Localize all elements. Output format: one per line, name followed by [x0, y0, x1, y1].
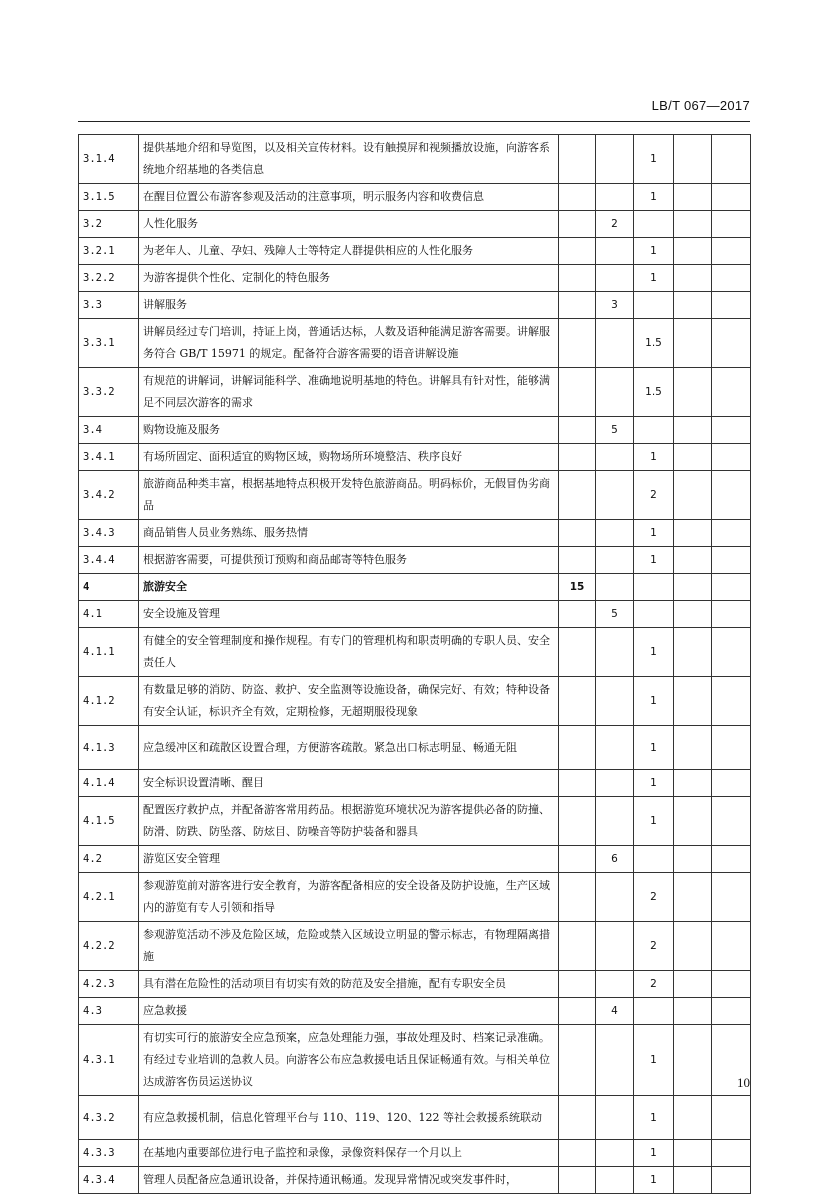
row-id: 3.4.4	[79, 547, 139, 574]
table-row	[79, 998, 751, 1025]
score-cell-2	[596, 1025, 634, 1096]
table-row	[79, 184, 751, 211]
score-cell-1	[559, 1140, 596, 1167]
header-rule	[78, 121, 750, 122]
score-cell-2	[596, 677, 634, 726]
row-id: 4.3.3	[79, 1140, 139, 1167]
score-cell-1	[559, 211, 596, 238]
score-cell-3: 1	[634, 184, 674, 211]
table-row	[79, 471, 751, 520]
score-cell-4	[674, 471, 712, 520]
score-cell-4	[674, 547, 712, 574]
score-cell-5	[712, 319, 751, 368]
score-cell-3: 1	[634, 797, 674, 846]
score-cell-5	[712, 547, 751, 574]
score-cell-4	[674, 846, 712, 873]
table-row	[79, 601, 751, 628]
score-cell-2	[596, 184, 634, 211]
score-cell-5	[712, 238, 751, 265]
score-cell-3: 1	[634, 520, 674, 547]
score-cell-3: 1	[634, 238, 674, 265]
row-requirement: 有应急救援机制，信息化管理平台与 110、119、120、122 等社会救援系统联动	[139, 1096, 559, 1140]
score-cell-4	[674, 998, 712, 1025]
score-cell-4	[674, 1140, 712, 1167]
score-cell-3: 1	[634, 444, 674, 471]
page-number: 10	[737, 1075, 750, 1090]
score-cell-1	[559, 471, 596, 520]
score-cell-3: 1	[634, 1025, 674, 1096]
score-cell-2	[596, 922, 634, 971]
score-cell-1	[559, 292, 596, 319]
score-cell-2	[596, 797, 634, 846]
score-cell-3: 1.5	[634, 368, 674, 417]
table-row	[79, 368, 751, 417]
score-cell-4	[674, 628, 712, 677]
table-row	[79, 547, 751, 574]
row-requirement: 购物设施及服务	[139, 417, 559, 444]
table-row	[79, 628, 751, 677]
score-cell-1	[559, 922, 596, 971]
score-cell-3	[634, 998, 674, 1025]
table-row	[79, 520, 751, 547]
score-cell-4	[674, 601, 712, 628]
row-requirement: 旅游商品种类丰富，根据基地特点积极开发特色旅游商品。明码标价，无假冒伪劣商品	[139, 471, 559, 520]
score-cell-5	[712, 471, 751, 520]
row-requirement: 有切实可行的旅游安全应急预案，应急处理能力强，事故处理及时、档案记录准确。有经过专业培训的急救人员。向游客公布应急救援电话且保证畅通有效。与相关单位达成游客伤员运送协议	[139, 1025, 559, 1096]
score-cell-2	[596, 319, 634, 368]
table-row	[79, 319, 751, 368]
score-cell-1	[559, 319, 596, 368]
row-id: 3.1.5	[79, 184, 139, 211]
score-cell-1	[559, 368, 596, 417]
table-row	[79, 873, 751, 922]
row-requirement: 有规范的讲解词，讲解词能科学、准确地说明基地的特色。讲解具有针对性，能够满足不同层次游客的需求	[139, 368, 559, 417]
row-requirement: 游览区安全管理	[139, 846, 559, 873]
row-id: 4.2.3	[79, 971, 139, 998]
row-requirement: 商品销售人员业务熟练、服务热情	[139, 520, 559, 547]
score-cell-2	[596, 368, 634, 417]
score-cell-2	[596, 265, 634, 292]
score-cell-5	[712, 184, 751, 211]
scoring-table-body	[79, 135, 751, 1194]
score-cell-2	[596, 971, 634, 998]
score-cell-5	[712, 292, 751, 319]
score-cell-4	[674, 292, 712, 319]
row-requirement: 提供基地介绍和导览图，以及相关宣传材料。设有触摸屏和视频播放设施，向游客系统地介绍基地的各类信息	[139, 135, 559, 184]
score-cell-5	[712, 628, 751, 677]
score-cell-2	[596, 574, 634, 601]
row-requirement: 管理人员配备应急通讯设备，并保持通讯畅通。发现异常情况或突发事件时，	[139, 1167, 559, 1194]
row-requirement: 具有潜在危险性的活动项目有切实有效的防范及安全措施，配有专职安全员	[139, 971, 559, 998]
scoring-table	[78, 134, 751, 1194]
score-cell-3	[634, 211, 674, 238]
score-cell-4	[674, 184, 712, 211]
score-cell-2	[596, 520, 634, 547]
score-cell-3	[634, 292, 674, 319]
score-cell-3: 1.5	[634, 319, 674, 368]
row-id: 4.1.5	[79, 797, 139, 846]
score-cell-3: 1	[634, 726, 674, 770]
score-cell-1	[559, 770, 596, 797]
score-cell-1	[559, 797, 596, 846]
score-cell-5	[712, 770, 751, 797]
score-cell-5	[712, 1096, 751, 1140]
score-cell-3: 1	[634, 135, 674, 184]
table-row	[79, 677, 751, 726]
row-requirement: 安全设施及管理	[139, 601, 559, 628]
table-row	[79, 417, 751, 444]
score-cell-4	[674, 520, 712, 547]
score-cell-5	[712, 135, 751, 184]
score-cell-4	[674, 444, 712, 471]
table-row	[79, 1167, 751, 1194]
score-cell-3: 1	[634, 677, 674, 726]
score-cell-3: 2	[634, 471, 674, 520]
score-cell-2: 3	[596, 292, 634, 319]
score-cell-1	[559, 677, 596, 726]
score-cell-4	[674, 574, 712, 601]
table-row	[79, 797, 751, 846]
score-cell-2: 5	[596, 601, 634, 628]
score-cell-1	[559, 547, 596, 574]
row-id: 4	[79, 574, 139, 601]
score-cell-4	[674, 873, 712, 922]
row-requirement: 有健全的安全管理制度和操作规程。有专门的管理机构和职责明确的专职人员、安全责任人	[139, 628, 559, 677]
score-cell-3: 2	[634, 971, 674, 998]
row-id: 4.1.3	[79, 726, 139, 770]
table-row	[79, 770, 751, 797]
row-requirement: 在醒目位置公布游客参观及活动的注意事项，明示服务内容和收费信息	[139, 184, 559, 211]
row-id: 3.2	[79, 211, 139, 238]
row-requirement: 安全标识设置清晰、醒目	[139, 770, 559, 797]
row-id: 3.3.2	[79, 368, 139, 417]
document-code: LB/T 067—2017	[651, 98, 750, 113]
row-id: 3.3.1	[79, 319, 139, 368]
score-cell-5	[712, 1140, 751, 1167]
score-cell-3	[634, 574, 674, 601]
row-requirement: 有数量足够的消防、防盗、救护、安全监测等设施设备，确保完好、有效；特种设备有安全认证，标识齐全有效，定期检修，无超期服役现象	[139, 677, 559, 726]
score-cell-1	[559, 971, 596, 998]
score-cell-5	[712, 797, 751, 846]
score-cell-3: 2	[634, 922, 674, 971]
score-cell-5	[712, 998, 751, 1025]
score-cell-4	[674, 368, 712, 417]
score-cell-4	[674, 1167, 712, 1194]
table-row	[79, 922, 751, 971]
row-id: 3.3	[79, 292, 139, 319]
score-cell-1	[559, 238, 596, 265]
score-cell-3: 1	[634, 1096, 674, 1140]
row-requirement: 根据游客需要，可提供预订预购和商品邮寄等特色服务	[139, 547, 559, 574]
row-requirement: 应急救援	[139, 998, 559, 1025]
table-row	[79, 211, 751, 238]
score-cell-4	[674, 726, 712, 770]
row-requirement: 参观游览前对游客进行安全教育，为游客配备相应的安全设备及防护设施，生产区域内的游览有专人引领和指导	[139, 873, 559, 922]
score-cell-1	[559, 1025, 596, 1096]
score-cell-1	[559, 265, 596, 292]
score-cell-2	[596, 770, 634, 797]
table-row	[79, 1096, 751, 1140]
score-cell-2: 2	[596, 211, 634, 238]
row-id: 4.2.2	[79, 922, 139, 971]
score-cell-3: 1	[634, 265, 674, 292]
table-row	[79, 726, 751, 770]
score-cell-5	[712, 368, 751, 417]
score-cell-1	[559, 998, 596, 1025]
table-row	[79, 971, 751, 998]
score-cell-5	[712, 265, 751, 292]
row-id: 4.1.4	[79, 770, 139, 797]
row-id: 4.3.2	[79, 1096, 139, 1140]
score-cell-4	[674, 1096, 712, 1140]
row-id: 3.4.3	[79, 520, 139, 547]
score-cell-1	[559, 873, 596, 922]
row-requirement: 人性化服务	[139, 211, 559, 238]
score-cell-5	[712, 873, 751, 922]
score-cell-3	[634, 601, 674, 628]
score-cell-3	[634, 417, 674, 444]
score-cell-5	[712, 601, 751, 628]
row-id: 3.2.1	[79, 238, 139, 265]
score-cell-2	[596, 873, 634, 922]
score-cell-5	[712, 677, 751, 726]
table-row	[79, 846, 751, 873]
score-cell-3: 1	[634, 770, 674, 797]
score-cell-4	[674, 135, 712, 184]
score-cell-1	[559, 726, 596, 770]
row-id: 3.4	[79, 417, 139, 444]
score-cell-4	[674, 417, 712, 444]
row-id: 4.1	[79, 601, 139, 628]
score-cell-3: 1	[634, 1140, 674, 1167]
score-cell-5	[712, 520, 751, 547]
score-cell-2	[596, 135, 634, 184]
row-id: 4.3.4	[79, 1167, 139, 1194]
row-id: 4.3.1	[79, 1025, 139, 1096]
table-row	[79, 574, 751, 601]
score-cell-4	[674, 797, 712, 846]
row-id: 3.2.2	[79, 265, 139, 292]
score-cell-1	[559, 184, 596, 211]
table-row	[79, 135, 751, 184]
score-cell-1	[559, 1167, 596, 1194]
row-requirement: 为老年人、儿童、孕妇、残障人士等特定人群提供相应的人性化服务	[139, 238, 559, 265]
score-cell-2: 5	[596, 417, 634, 444]
score-cell-5	[712, 417, 751, 444]
score-cell-1	[559, 135, 596, 184]
row-requirement: 应急缓冲区和疏散区设置合理，方便游客疏散。紧急出口标志明显、畅通无阻	[139, 726, 559, 770]
score-cell-2	[596, 444, 634, 471]
score-cell-5	[712, 211, 751, 238]
score-cell-3: 1	[634, 547, 674, 574]
score-cell-5	[712, 922, 751, 971]
score-cell-1	[559, 846, 596, 873]
score-cell-5	[712, 444, 751, 471]
row-id: 3.1.4	[79, 135, 139, 184]
row-requirement: 配置医疗救护点，并配备游客常用药品。根据游览环境状况为游客提供必备的防撞、防滑、防跌、防坠落、防炫目、防噪音等防护装备和器具	[139, 797, 559, 846]
score-cell-2	[596, 471, 634, 520]
score-cell-2	[596, 1096, 634, 1140]
table-row	[79, 444, 751, 471]
row-id: 4.2	[79, 846, 139, 873]
score-cell-1	[559, 1096, 596, 1140]
score-cell-5	[712, 846, 751, 873]
score-cell-3	[634, 846, 674, 873]
table-row	[79, 265, 751, 292]
score-cell-4	[674, 922, 712, 971]
score-cell-2: 6	[596, 846, 634, 873]
row-id: 4.1.1	[79, 628, 139, 677]
score-cell-4	[674, 211, 712, 238]
score-cell-4	[674, 238, 712, 265]
row-id: 4.2.1	[79, 873, 139, 922]
table-row	[79, 1140, 751, 1167]
score-cell-3: 2	[634, 873, 674, 922]
score-cell-1	[559, 417, 596, 444]
score-cell-2	[596, 628, 634, 677]
score-cell-2	[596, 1167, 634, 1194]
score-cell-1	[559, 520, 596, 547]
score-cell-4	[674, 971, 712, 998]
table-row	[79, 292, 751, 319]
score-cell-5	[712, 726, 751, 770]
row-requirement: 参观游览活动不涉及危险区域，危险或禁入区域设立明显的警示标志，有物理隔离措施	[139, 922, 559, 971]
score-cell-4	[674, 265, 712, 292]
row-id: 4.3	[79, 998, 139, 1025]
table-row	[79, 238, 751, 265]
score-cell-5	[712, 574, 751, 601]
row-id: 3.4.2	[79, 471, 139, 520]
score-cell-3: 1	[634, 628, 674, 677]
score-cell-5	[712, 971, 751, 998]
score-cell-1: 15	[559, 574, 596, 601]
score-cell-2	[596, 1140, 634, 1167]
score-cell-5	[712, 1167, 751, 1194]
score-cell-2	[596, 547, 634, 574]
row-requirement: 有场所固定、面积适宜的购物区域，购物场所环境整洁、秩序良好	[139, 444, 559, 471]
score-cell-1	[559, 628, 596, 677]
score-cell-2	[596, 726, 634, 770]
score-cell-4	[674, 319, 712, 368]
score-cell-2: 4	[596, 998, 634, 1025]
row-requirement: 在基地内重要部位进行电子监控和录像，录像资料保存一个月以上	[139, 1140, 559, 1167]
row-id: 4.1.2	[79, 677, 139, 726]
score-cell-1	[559, 444, 596, 471]
row-requirement: 为游客提供个性化、定制化的特色服务	[139, 265, 559, 292]
row-requirement: 旅游安全	[139, 574, 559, 601]
row-requirement: 讲解服务	[139, 292, 559, 319]
row-requirement: 讲解员经过专门培训，持证上岗，普通话达标，人数及语种能满足游客需要。讲解服务符合 GB/T 15971 的规定。配备符合游客需要的语音讲解设施	[139, 319, 559, 368]
score-cell-1	[559, 601, 596, 628]
score-cell-2	[596, 238, 634, 265]
score-cell-4	[674, 677, 712, 726]
row-id: 3.4.1	[79, 444, 139, 471]
score-cell-4	[674, 770, 712, 797]
score-cell-3: 1	[634, 1167, 674, 1194]
table-row	[79, 1025, 751, 1096]
